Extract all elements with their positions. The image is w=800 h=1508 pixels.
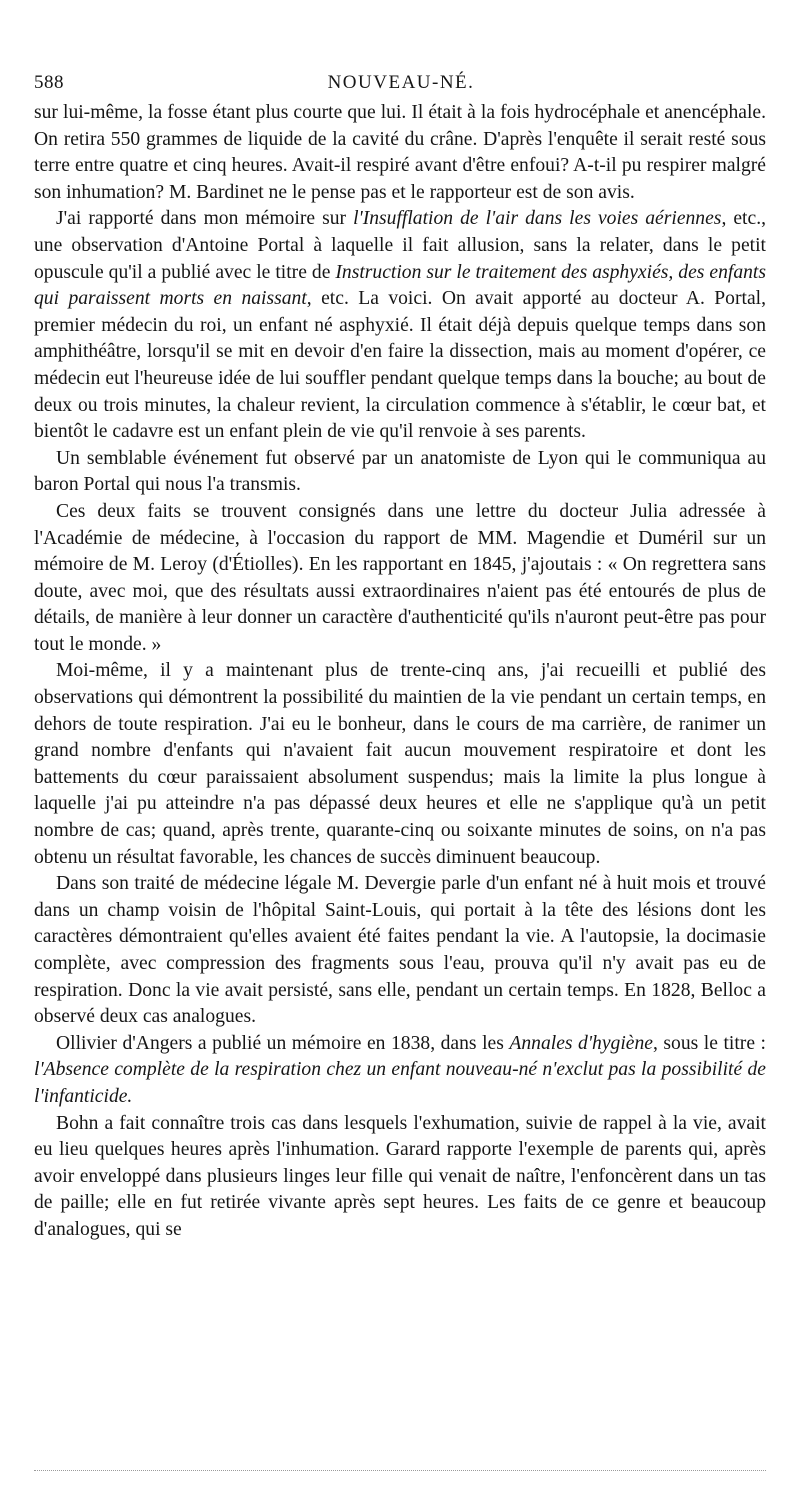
text-run: , etc. La voici. On avait apporté au docteur A. Portal, premier médecin du roi, un enfant né asphyxié. Il était déjà depuis quelque temps dans son amphithéâtre, lorsqu'il se mit en devoir d'en faire la dissection, mais au moment d'opérer, ce médecin eut l'heureuse idée de lui souffler pendant quelque temps dans la bouche; au bout de deux ou trois minutes, la chaleur revient, la circulation commence à s'établir, le cœur bat, et bientôt le cadavre est un enfant plein de vie qu'il renvoie à ses parents. <box>34 288 766 443</box>
paragraph <box>34 1111 766 1244</box>
text-run: J'ai rapporté dans mon mémoire sur <box>56 208 354 230</box>
paragraph <box>34 499 766 659</box>
text-run: Un semblable événement fut observé par un anatomiste de Lyon qui le communiqua au baron Portal qui nous l'a transmis. <box>34 447 766 496</box>
italic-text-run: l'Absence complète de la respiration chez un enfant nouveau-né n'exclut pas la possibilité de l'infanticide. <box>34 1059 766 1107</box>
running-title: NOUVEAU-NÉ. <box>327 72 475 93</box>
paragraph <box>34 1031 766 1111</box>
text-run: Dans son traité de médecine légale M. Devergie parle d'un enfant né à huit mois et trouvé dans un champ voisin de l'hôpital Saint-Louis, qui portait à la tête des lésions dont les caractères démontraient qu'elles avaient été faites pendant la vie. A l'autopsie, la docimasie complète, avec compression des fragments sous l'eau, prouva qu'il n'y avait pas eu de respiration. Donc la vie avait persisté, sans elle, pendant un certain temps. En 1828, Belloc a observé deux cas analogues. <box>34 873 766 1028</box>
italic-text-run: l'Insufflation de l'air dans les voies aériennes <box>353 208 722 230</box>
paragraph <box>34 658 766 871</box>
italic-text-run: Annales d'hygiène <box>509 1032 653 1054</box>
page-number: 588 <box>34 72 64 93</box>
paragraph <box>34 206 766 445</box>
footer-dotted-rule <box>34 1470 766 1471</box>
text-run: , etc., une observation d'Antoine Portal à laquelle il fait allusion, sans la relater, dans le petit opuscule qu'il a publié avec le titre de <box>34 208 766 283</box>
page-body <box>34 100 766 1244</box>
running-header <box>34 72 768 98</box>
paragraph <box>34 446 766 499</box>
text-run: Moi-même, il y a maintenant plus de trente-cinq ans, j'ai recueilli et publié des observations qui démontrent la possibilité du maintien de la vie pendant un certain temps, en dehors de toute respiration. J'ai eu le bonheur, dans le cours de ma carrière, de ranimer un grand nombre d'enfants qui n'avaient fait aucun mouvement respiratoire et dont les battements du cœur paraissaient absolument suspendus; mais la limite la plus longue à laquelle j'ai pu atteindre n'a pas dépassé deux heures et elle ne s'applique qu'à un petit nombre de cas; quand, après trente, quarante-cinq ou soixante minutes de soins, on n'a pas obtenu un résultat favorable, les chances de succès diminuent beaucoup. <box>34 660 766 868</box>
italic-text-run: Instruction sur le traitement des asphyxiés, des enfants qui paraissent morts en naissant <box>34 261 766 310</box>
text-run: Bohn a fait connaître trois cas dans lesquels l'exhumation, suivie de rappel à la vie, avait eu lieu quelques heures après l'inhumation. Garard rapporte l'exemple de parents qui, après avoir enveloppé dans plusieurs linges leur fille qui venait de naître, l'enfoncèrent dans un tas de paille; elle en fut retirée vivante après sept heures. Les faits de ce genre et beaucoup d'analogues, qui se <box>34 1112 766 1240</box>
text-run: Ollivier d'Angers a publié un mémoire en 1838, dans les <box>56 1032 510 1054</box>
text-run: , sous le titre : <box>652 1032 766 1054</box>
paragraph <box>34 871 766 1031</box>
paragraph <box>34 100 766 206</box>
text-run: sur lui-même, la fosse étant plus courte que lui. Il était à la fois hydrocéphale et anencéphale. On retira 550 grammes de liquide de la cavité du crâne. D'après l'enquête il serait resté sous terre entre quatre et cinq heures. Avait-il respiré avant d'être enfoui? A-t-il pu respirer malgré son inhumation? M. Bardinet ne le pense pas et le rapporteur est de son avis. <box>34 102 766 203</box>
text-run: Ces deux faits se trouvent consignés dans une lettre du docteur Julia adressée à l'Académie de médecine, à l'occasion du rapport de MM. Magendie et Duméril sur un mémoire de M. Leroy (d'Étiolles). En les rapportant en 1845, j'ajoutais : « On regrettera sans doute, avec moi, que des résultats aussi extraordinaires n'aient pas été entourés de plus de détails, de manière à leur donner un caractère d'authenticité qu'ils n'auront peut-être pas pour tout le monde. » <box>34 500 766 655</box>
